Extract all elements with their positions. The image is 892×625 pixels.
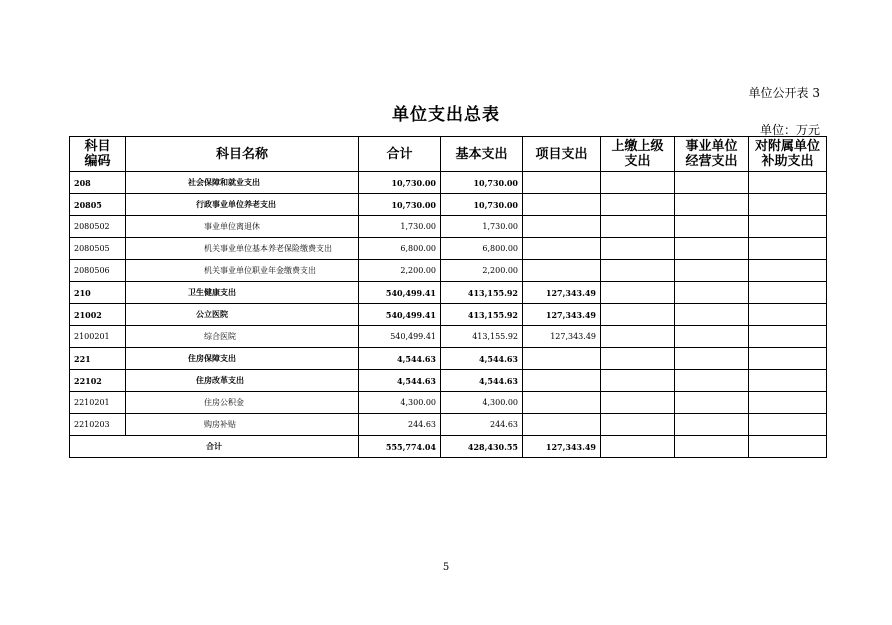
- cell-business: [675, 216, 749, 238]
- total-upper: [601, 436, 675, 458]
- cell-name: 机关事业单位职业年金缴费支出: [126, 260, 359, 282]
- cell-basic: 10,730.00: [441, 194, 523, 216]
- cell-name: 住房公积金: [126, 392, 359, 414]
- table-header-row: [70, 137, 827, 172]
- cell-business: [675, 260, 749, 282]
- cell-subsidiary: [749, 348, 827, 370]
- cell-code: 2080505: [70, 238, 126, 260]
- cell-project: [523, 370, 601, 392]
- cell-business: [675, 348, 749, 370]
- col-header-total: 合计: [359, 137, 441, 172]
- col-header-subsidiary-text: 对附属单位 补助支出: [754, 139, 820, 169]
- table-row: [70, 194, 827, 216]
- table-row: [70, 172, 827, 194]
- cell-upper: [601, 370, 675, 392]
- col-header-upper-text: 上缴上级 支出: [611, 139, 664, 169]
- cell-project: [523, 216, 601, 238]
- cell-basic: 413,155.92: [441, 282, 523, 304]
- cell-subsidiary: [749, 172, 827, 194]
- cell-upper: [601, 304, 675, 326]
- table-row: [70, 392, 827, 414]
- cell-project: [523, 194, 601, 216]
- cell-name: 住房保障支出: [126, 348, 359, 370]
- cell-business: [675, 304, 749, 326]
- cell-project: 127,343.49: [523, 282, 601, 304]
- cell-basic: 413,155.92: [441, 304, 523, 326]
- col-header-project: 项目支出: [523, 137, 601, 172]
- cell-business: [675, 414, 749, 436]
- cell-name: 卫生健康支出: [126, 282, 359, 304]
- cell-subsidiary: [749, 414, 827, 436]
- cell-name: 购房补贴: [126, 414, 359, 436]
- col-header-business: [675, 137, 749, 172]
- cell-total: 244.63: [359, 414, 441, 436]
- cell-name: 机关事业单位基本养老保险缴费支出: [126, 238, 359, 260]
- cell-subsidiary: [749, 304, 827, 326]
- cell-code: 20805: [70, 194, 126, 216]
- cell-code: 2210201: [70, 392, 126, 414]
- cell-upper: [601, 216, 675, 238]
- cell-name: 行政事业单位养老支出: [126, 194, 359, 216]
- table-row: [70, 304, 827, 326]
- page-number: 5: [442, 562, 450, 573]
- total-label: 合计: [70, 436, 359, 458]
- cell-project: [523, 260, 601, 282]
- total-row: [70, 436, 827, 458]
- cell-basic: 413,155.92: [441, 326, 523, 348]
- cell-total: 10,730.00: [359, 172, 441, 194]
- table-row: [70, 370, 827, 392]
- cell-basic: 4,544.63: [441, 370, 523, 392]
- cell-project: 127,343.49: [523, 304, 601, 326]
- cell-code: 21002: [70, 304, 126, 326]
- col-header-name: 科目名称: [126, 137, 359, 172]
- cell-total: 6,800.00: [359, 238, 441, 260]
- table-row: [70, 260, 827, 282]
- cell-business: [675, 194, 749, 216]
- cell-code: 2080506: [70, 260, 126, 282]
- cell-code: 221: [70, 348, 126, 370]
- cell-basic: 2,200.00: [441, 260, 523, 282]
- cell-basic: 4,544.63: [441, 348, 523, 370]
- cell-basic: 6,800.00: [441, 238, 523, 260]
- cell-basic: 10,730.00: [441, 172, 523, 194]
- cell-total: 4,544.63: [359, 348, 441, 370]
- cell-name: 事业单位离退休: [126, 216, 359, 238]
- table-row: [70, 238, 827, 260]
- cell-subsidiary: [749, 392, 827, 414]
- table-row: [70, 282, 827, 304]
- page-title: 单位支出总表: [392, 105, 500, 125]
- total-subsidiary: [749, 436, 827, 458]
- cell-total: 4,544.63: [359, 370, 441, 392]
- cell-basic: 244.63: [441, 414, 523, 436]
- cell-code: 2080502: [70, 216, 126, 238]
- col-header-code-text: 科目 编码: [84, 139, 111, 169]
- cell-subsidiary: [749, 260, 827, 282]
- unit-label: 单位：万元: [759, 123, 820, 137]
- cell-total: 1,730.00: [359, 216, 441, 238]
- cell-business: [675, 326, 749, 348]
- form-number: 单位公开表 3: [748, 86, 820, 100]
- cell-subsidiary: [749, 194, 827, 216]
- table-row: [70, 326, 827, 348]
- cell-business: [675, 238, 749, 260]
- cell-name: 综合医院: [126, 326, 359, 348]
- total-total: 555,774.04: [359, 436, 441, 458]
- expenditure-table: [69, 136, 827, 458]
- cell-name: 住房改革支出: [126, 370, 359, 392]
- cell-project: [523, 414, 601, 436]
- cell-code: 2210203: [70, 414, 126, 436]
- cell-code: 2100201: [70, 326, 126, 348]
- cell-subsidiary: [749, 370, 827, 392]
- cell-business: [675, 282, 749, 304]
- cell-project: [523, 172, 601, 194]
- cell-upper: [601, 392, 675, 414]
- cell-code: 210: [70, 282, 126, 304]
- cell-code: 208: [70, 172, 126, 194]
- cell-name: 公立医院: [126, 304, 359, 326]
- cell-upper: [601, 414, 675, 436]
- total-basic: 428,430.55: [441, 436, 523, 458]
- cell-business: [675, 370, 749, 392]
- col-header-upper: [601, 137, 675, 172]
- cell-basic: 4,300.00: [441, 392, 523, 414]
- cell-basic: 1,730.00: [441, 216, 523, 238]
- table-row: [70, 414, 827, 436]
- total-project: 127,343.49: [523, 436, 601, 458]
- cell-project: [523, 392, 601, 414]
- col-header-basic: 基本支出: [441, 137, 523, 172]
- cell-total: 540,499.41: [359, 282, 441, 304]
- cell-subsidiary: [749, 326, 827, 348]
- cell-total: 540,499.41: [359, 304, 441, 326]
- total-business: [675, 436, 749, 458]
- table-row: [70, 348, 827, 370]
- cell-subsidiary: [749, 238, 827, 260]
- cell-project: [523, 238, 601, 260]
- cell-upper: [601, 260, 675, 282]
- col-header-subsidiary: [749, 137, 827, 172]
- col-header-code: [70, 137, 126, 172]
- cell-name: 社会保障和就业支出: [126, 172, 359, 194]
- col-header-business-text: 事业单位 经营支出: [685, 139, 738, 169]
- table-row: [70, 216, 827, 238]
- cell-upper: [601, 238, 675, 260]
- cell-total: 540,499.41: [359, 326, 441, 348]
- cell-upper: [601, 326, 675, 348]
- cell-business: [675, 172, 749, 194]
- cell-subsidiary: [749, 216, 827, 238]
- cell-total: 4,300.00: [359, 392, 441, 414]
- cell-subsidiary: [749, 282, 827, 304]
- cell-project: [523, 348, 601, 370]
- cell-total: 2,200.00: [359, 260, 441, 282]
- cell-upper: [601, 282, 675, 304]
- cell-upper: [601, 194, 675, 216]
- cell-business: [675, 392, 749, 414]
- cell-upper: [601, 172, 675, 194]
- cell-project: 127,343.49: [523, 326, 601, 348]
- cell-total: 10,730.00: [359, 194, 441, 216]
- cell-upper: [601, 348, 675, 370]
- cell-code: 22102: [70, 370, 126, 392]
